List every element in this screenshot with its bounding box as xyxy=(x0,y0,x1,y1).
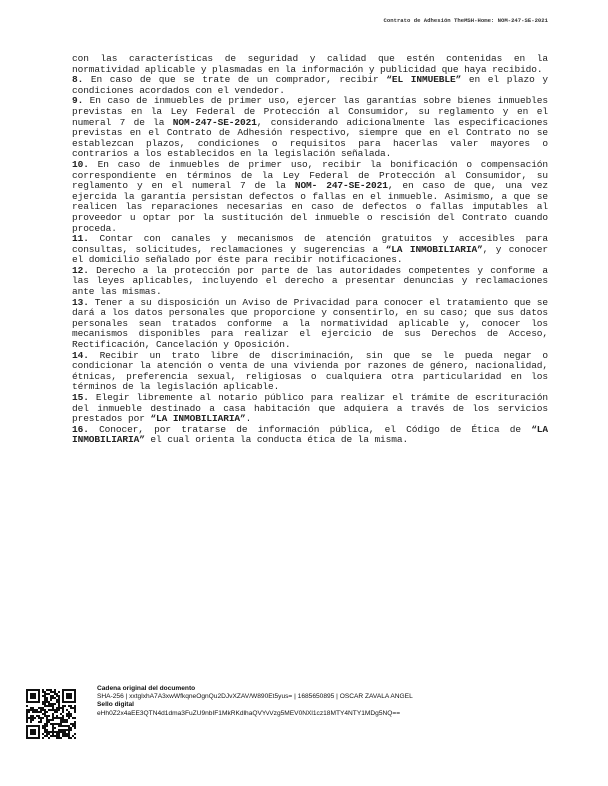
item-text: En caso de inmuebles de primer uso, ejercer las garantías sobre bienes inmuebles previstas en la Ley Federal de Protección al Consumidor, su reglamento y en el numeral 7 de la xyxy=(72,95,548,128)
list-item xyxy=(72,351,548,393)
bold-term: “LA INMOBILIARIA” xyxy=(385,243,483,255)
item-number: 13. xyxy=(72,296,89,308)
item-text: Derecho a la protección por parte de las autoridades competentes y conforme a las leyes aplicables, incluyendo el derecho a presentar denuncias y reclamaciones ante las mismas. xyxy=(72,264,548,298)
item-number: 8. xyxy=(72,74,84,86)
item-text: , considerando adicionalmente las especificaciones previstas en el Contrato de Adhesión respectivo, siempre que en el Contrato no se establezcan plazos, condiciones o requisitos para hacerlas valer mayores o contrarios a los establecidos en la legislación señalada. xyxy=(72,116,548,160)
bold-term: “LA INMOBILIARIA” xyxy=(150,413,246,425)
list-item xyxy=(72,298,548,351)
chain-label: Cadena original del documento xyxy=(97,685,196,692)
item-text: Recibir un trato libre de discriminación, sin que se le pueda negar o condicionar la atención o venta de una vivienda por razones de género, nacionalidad, étnicas, preferencia sexual, religiosas o cualquiera otra particularidad en los términos de la legislación aplicable. xyxy=(72,349,548,393)
item-number: 10. xyxy=(72,158,89,170)
bold-term: NOM-247-SE-2021 xyxy=(172,116,257,128)
item-number: 9. xyxy=(72,95,84,107)
item-text: Conocer, por tratarse de información pública, el Código de Ética de xyxy=(88,423,532,435)
document-body xyxy=(72,54,548,446)
chain-value: SHA-256 | xxtglxhA7A3xwWfkqneOgnQu2DJvXZAV/W890Et5yus= | 1685650895 | OSCAR ZAVALA ANGEL xyxy=(97,693,413,701)
item-text: Tener a su disposición un Aviso de Privacidad para conocer el tratamiento que se dará a los datos personales que proporcione y consentirlo, en su caso; que sus datos personales sean tratados conforme a la normatividad aplicable y, conocer los mecanismos disponibles para realizar el ejercicio de sus Derechos de Acceso, Rectificación, Cancelación y Oposición. xyxy=(72,296,548,351)
list-item xyxy=(72,393,548,425)
list-item xyxy=(72,425,548,446)
item-text: En caso de inmuebles de primer uso, recibir la bonificación o compensación correspondiente en términos de la Ley Federal de Protección al Consumidor, su reglamento y en el numeral 7 de la xyxy=(72,158,548,192)
seal-value: eHh0Z2x4aEE3QTN4d1dma3FuZU9nbIF1MkRKdlhaQVYvVzg5MEV0NXl1cz18MTY4NTY1MDg5NQ== xyxy=(97,709,401,717)
list-item xyxy=(72,234,548,266)
item-text: Elegir libremente al notario público para realizar el trámite de escrituración del inmueble destinado a casa habitación que adquiera a través de los servicios prestados por xyxy=(72,392,548,425)
signature-footer xyxy=(97,685,517,718)
item-text: Contar con canales y mecanismos de atención gratuitos y accesibles para consultas, solicitudes, reclamaciones y sugerencias a xyxy=(72,233,548,255)
intro-paragraph: con las características de seguridad y calidad que estén contenidas en la normatividad aplicable y plasmadas en la información y publicidad que haya recibido. xyxy=(72,53,548,75)
bold-term: NOM- 247-SE-2021 xyxy=(294,180,388,192)
item-number: 12. xyxy=(72,264,89,276)
qr-code-icon xyxy=(26,689,76,739)
bold-term: “EL INMUEBLE” xyxy=(386,74,462,86)
item-number: 15. xyxy=(72,392,89,403)
item-number: 16. xyxy=(72,423,89,435)
list-item xyxy=(72,96,548,160)
bold-term: “LA INMOBILIARIA” xyxy=(72,423,548,446)
item-text: En caso de que se trate de un comprador, recibir xyxy=(83,74,387,86)
item-text: en el plazo y condiciones acordados con el vendedor. xyxy=(72,74,549,96)
document-header: Contrato de Adhesión TheMSH-Home: NOM-247-SE-2021 xyxy=(383,17,548,24)
item-text: , y conocer el domicilio señalado por éste para recibir notificaciones. xyxy=(72,243,548,266)
list-item xyxy=(72,160,548,234)
item-text: . xyxy=(245,413,252,425)
item-number: 14. xyxy=(72,349,89,361)
item-text: , en caso de que, una vez ejercida la garantía persistan defectos o fallas en el inmueble. Asimismo, a que se realicen las reparaciones necesarias en caso de defectos o fallas imputables al proveedor u optar por la sustitución del inmueble o rescisión del Contrato cuando proceda. xyxy=(72,180,548,234)
rights-list xyxy=(72,75,548,446)
list-item xyxy=(72,75,548,96)
item-number: 11. xyxy=(72,233,89,245)
seal-label: Sello digital xyxy=(97,701,135,709)
list-item xyxy=(72,266,548,298)
item-text: el cual orienta la conducta ética de la misma. xyxy=(144,434,409,446)
